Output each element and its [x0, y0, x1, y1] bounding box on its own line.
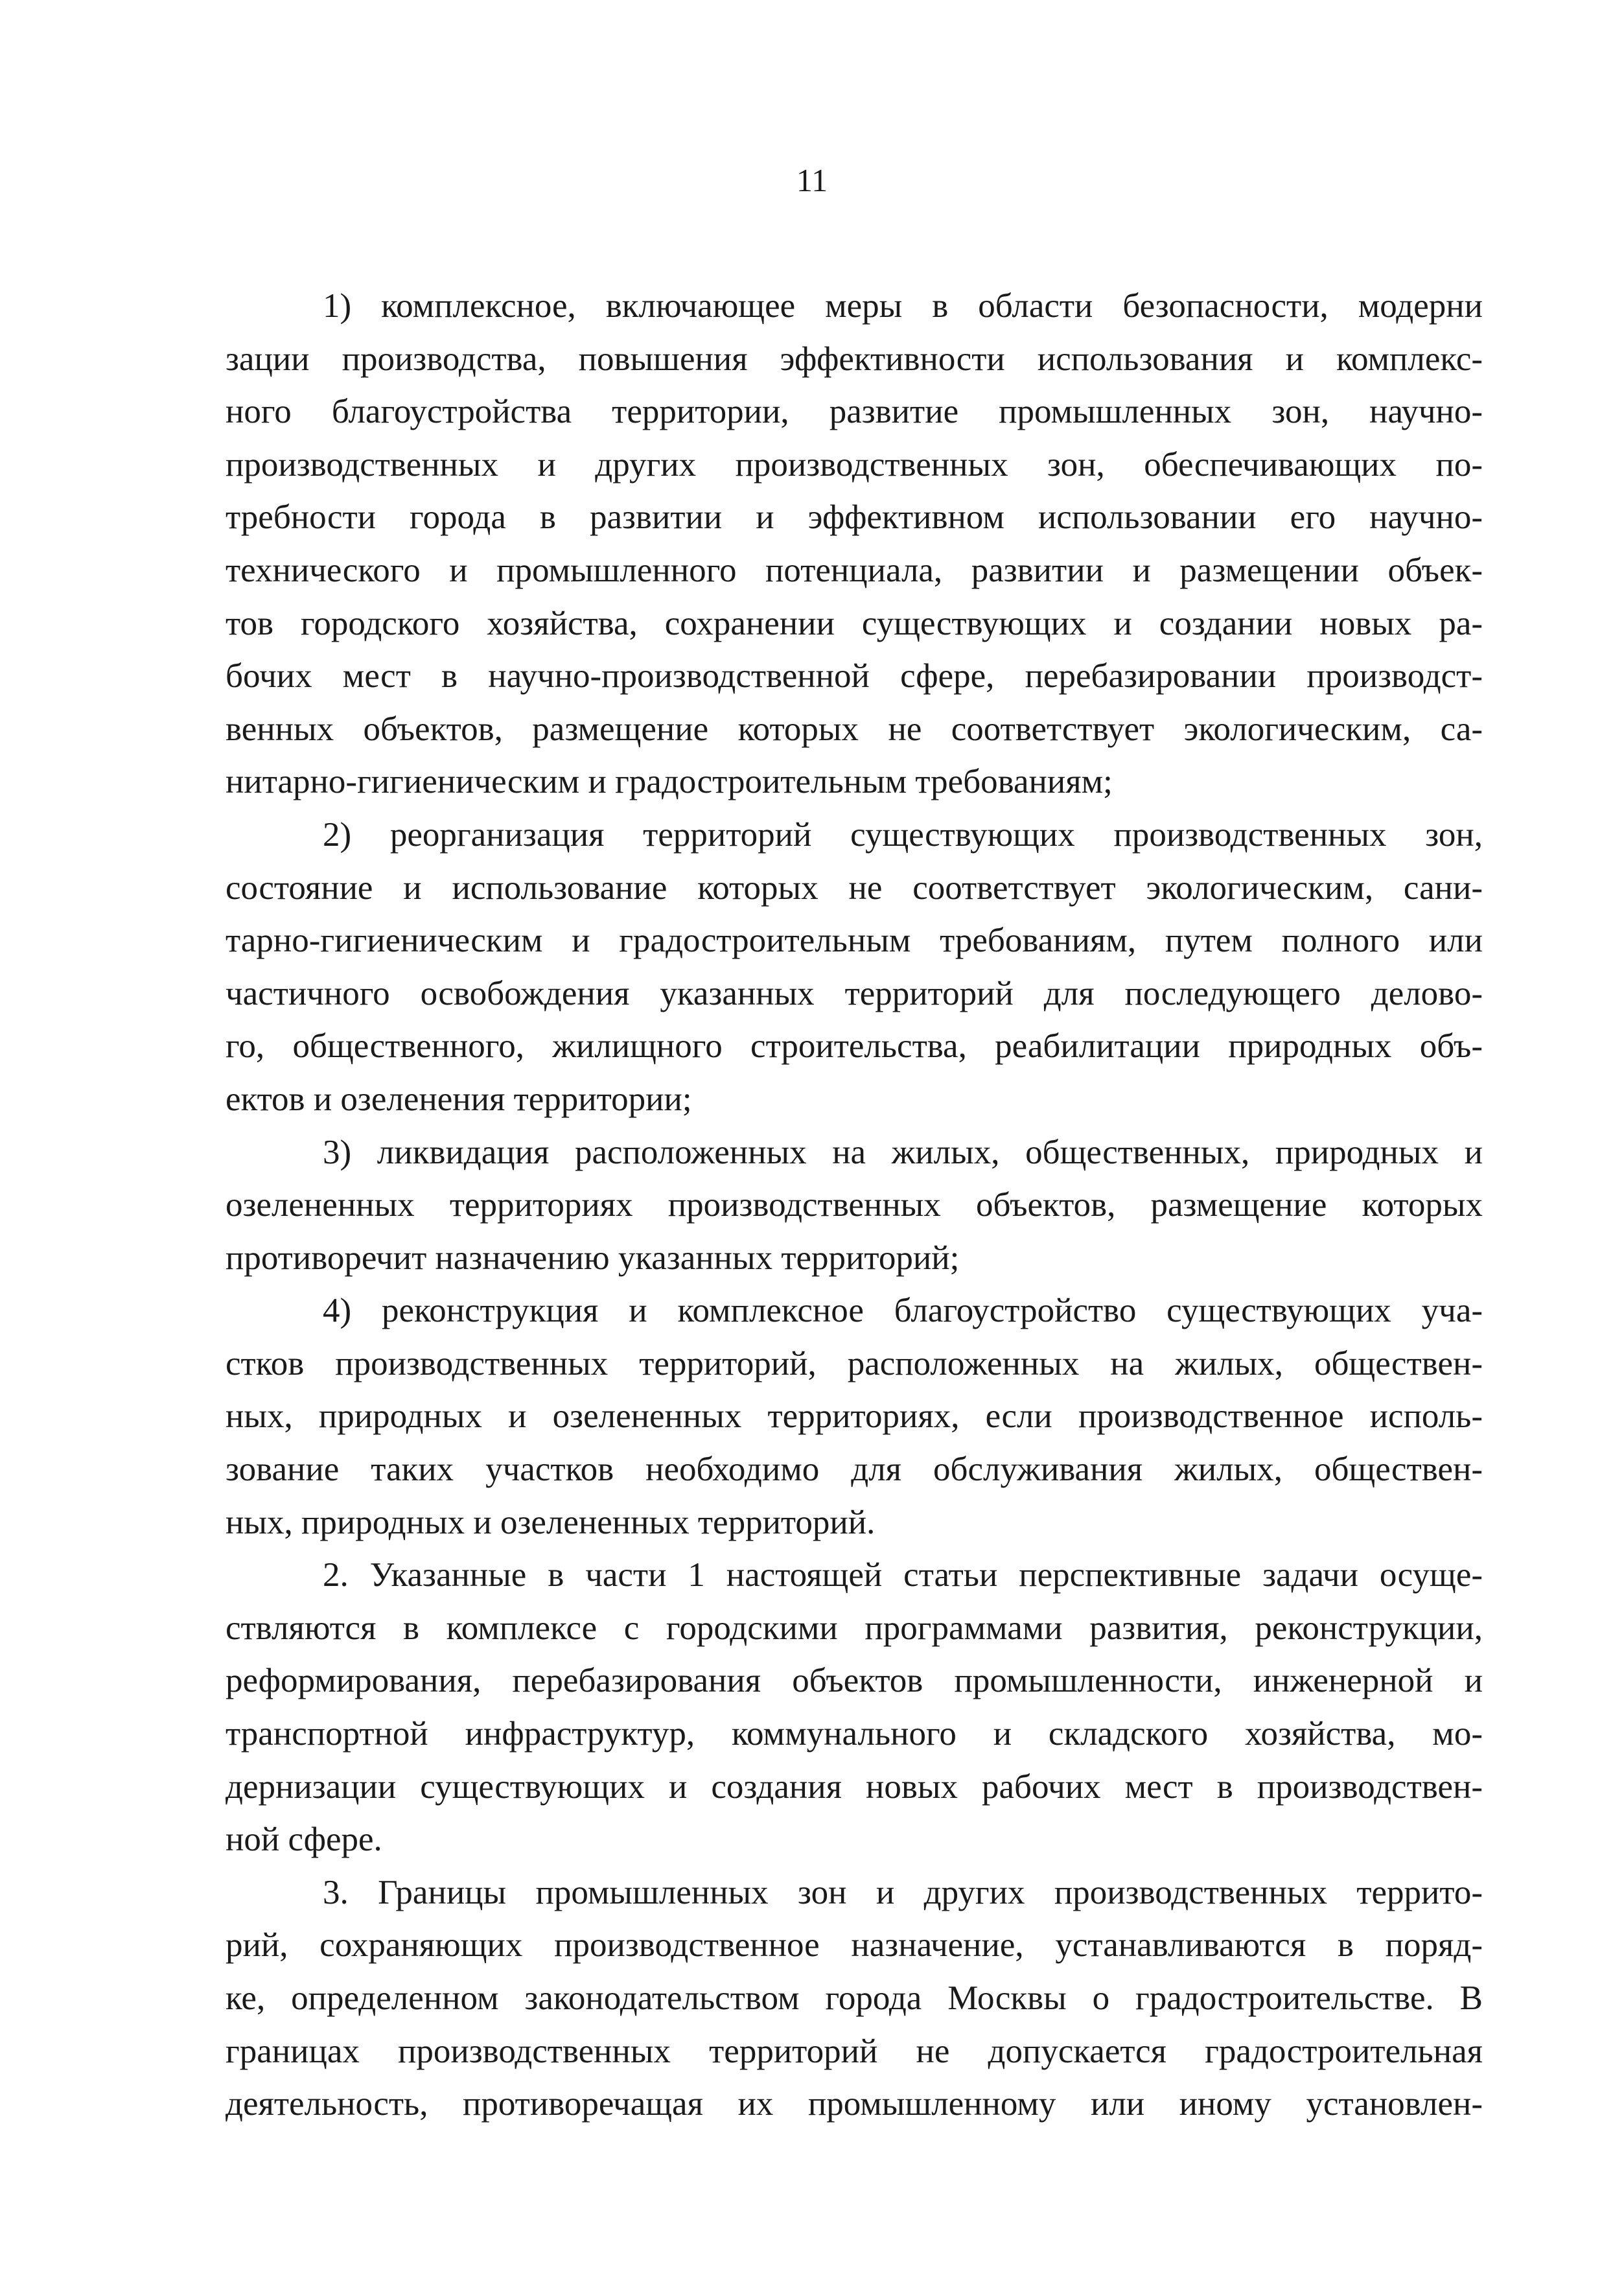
- text-line: границах производственных территорий не допускается градостроительная: [226, 2032, 1483, 2070]
- text-line: зации производства, повышения эффективности использования и комплекс-: [226, 340, 1483, 378]
- text-line: рий, сохраняющих производственное назначение, устанавливаются в поряд-: [226, 1926, 1483, 1964]
- text-line: ного благоустройства территории, развитие промышленных зон, научно-: [226, 393, 1483, 431]
- text-line: тов городского хозяйства, сохранении существующих и создании новых ра-: [226, 604, 1483, 642]
- text-line: реформирования, перебазирования объектов промышленности, инженерной и: [226, 1662, 1483, 1700]
- paragraph-first-line: 2) реорганизация территорий существующих производственных зон,: [323, 815, 1483, 854]
- paragraph-first-line: 1) комплексное, включающее меры в области безопасности, модерни: [323, 287, 1483, 325]
- text-line: ных, природных и озелененных территорий.: [226, 1503, 876, 1541]
- text-line: тарно-гигиеническим и градостроительным требованиям, путем полного или: [226, 922, 1483, 960]
- text-line: технического и промышленного потенциала, развитии и размещении объек-: [226, 551, 1483, 589]
- text-line: го, общественного, жилищного строительства, реабилитации природных объ-: [226, 1027, 1483, 1066]
- text-line: ектов и озеленения территории;: [226, 1080, 692, 1118]
- text-line: стков производственных территорий, расположенных на жилых, обществен-: [226, 1344, 1483, 1382]
- text-line: частичного освобождения указанных территорий для последующего делово-: [226, 974, 1483, 1012]
- text-line: ных, природных и озелененных территориях, если производственное исполь-: [226, 1397, 1483, 1436]
- text-line: производственных и других производственных зон, обеспечивающих по-: [226, 445, 1483, 484]
- text-line: деятельность, противоречащая их промышленному или иному установлен-: [226, 2085, 1483, 2123]
- text-line: состояние и использование которых не соответствует экологическим, сани-: [226, 868, 1483, 907]
- paragraph-first-line: 3. Границы промышленных зон и других производственных террито-: [323, 1873, 1483, 1911]
- text-line: ной сфере.: [226, 1821, 382, 1859]
- text-line: бочих мест в научно-производственной сфере, перебазировании производст-: [226, 657, 1483, 695]
- paragraph-first-line: 2. Указанные в части 1 настоящей статьи перспективные задачи осуще-: [323, 1556, 1483, 1594]
- paragraph-first-line: 3) ликвидация расположенных на жилых, общественных, природных и: [323, 1133, 1483, 1171]
- text-line: требности города в развитии и эффективном использовании его научно-: [226, 498, 1483, 537]
- page-number: 11: [796, 162, 828, 198]
- text-line: транспортной инфраструктур, коммунального и складского хозяйства, мо-: [226, 1715, 1483, 1753]
- paragraph-first-line: 4) реконструкция и комплексное благоустройство существующих уча-: [323, 1292, 1483, 1330]
- text-line: зование таких участков необходимо для обслуживания жилых, обществен-: [226, 1451, 1483, 1489]
- text-line: ке, определенном законодательством города Москвы о градостроительстве. В: [226, 1979, 1483, 2017]
- text-line: венных объектов, размещение которых не соответствует экологическим, са-: [226, 710, 1483, 748]
- text-line: нитарно-гигиеническим и градостроительным требованиям;: [226, 763, 1113, 801]
- text-line: ствляются в комплексе с городскими программами развития, реконструкции,: [226, 1609, 1483, 1647]
- text-line: противоречит назначению указанных территорий;: [226, 1239, 960, 1277]
- text-line: озелененных территориях производственных объектов, размещение которых: [226, 1186, 1483, 1224]
- document-body: [226, 280, 1483, 2131]
- text-line: дернизации существующих и создания новых рабочих мест в производствен-: [226, 1767, 1483, 1806]
